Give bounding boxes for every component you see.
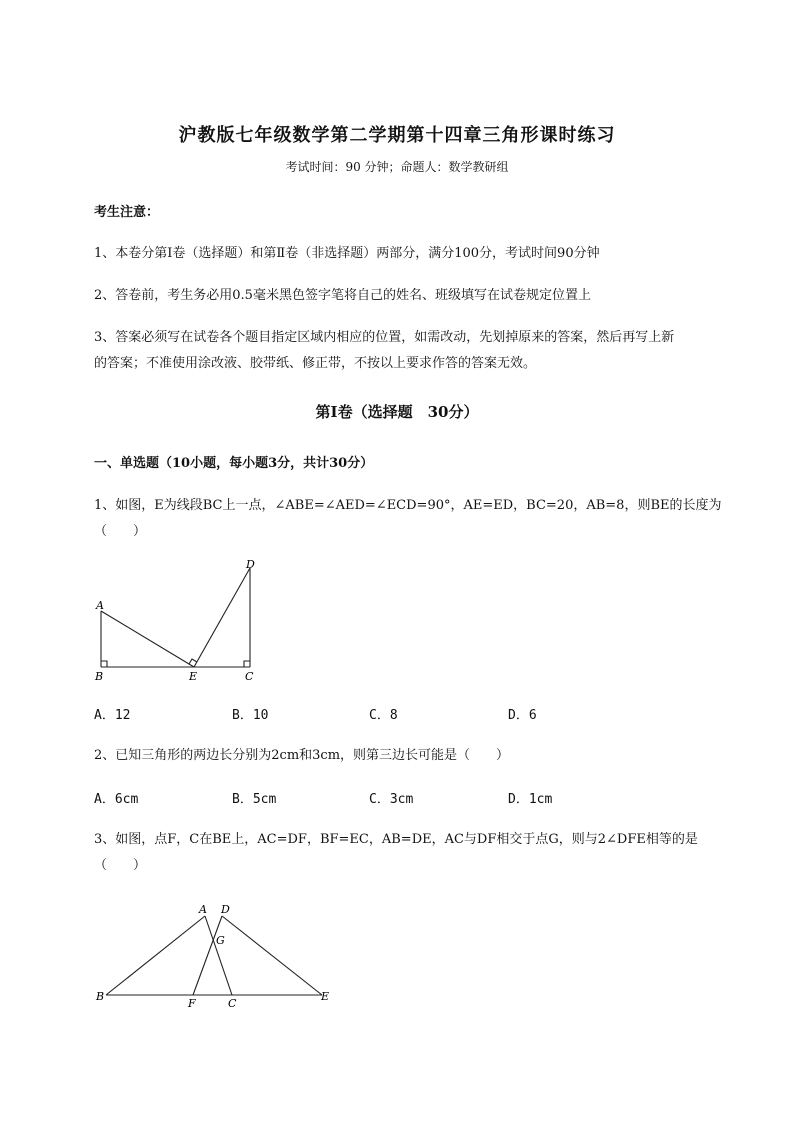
q2-option-a[interactable]: A．6cm xyxy=(94,792,139,807)
label-d: D xyxy=(246,558,255,571)
notice-item-3: 3、答案必须写在试卷各个题目指定区域内相应的位置，如需改动，先划掉原来的答案，然后再写上新 xyxy=(94,330,675,345)
question-3-figure xyxy=(90,896,340,1016)
question-1-text: 1、如图，E为线段BC上一点，∠ABE=∠AED=∠ECD=90°，AE=ED，BC=20，AB=8，则BE的长度为 xyxy=(94,498,722,513)
question-1-paren: （ ） xyxy=(94,524,147,539)
segment-de xyxy=(222,916,322,995)
segment-ae xyxy=(101,611,194,667)
label-d: D xyxy=(221,903,230,916)
label-f: F xyxy=(188,997,196,1010)
notice-item-3-cont: 的答案；不准使用涂改液、胶带纸、修正带，不按以上要求作答的答案无效。 xyxy=(94,356,537,371)
label-e: E xyxy=(189,670,198,683)
segment-fd xyxy=(193,916,222,995)
label-b: B xyxy=(95,670,104,683)
segment-ab xyxy=(106,916,205,995)
notice-item-2: 2、答卷前，考生务必用0.5毫米黑色签字笔将自己的姓名、班级填写在试卷规定位置上 xyxy=(94,288,591,303)
label-g: G xyxy=(216,934,225,947)
label-c: C xyxy=(245,670,254,683)
question-2-text: 2、已知三角形的两边长分别为2cm和3cm，则第三边长可能是（ ） xyxy=(94,748,510,763)
label-a: A xyxy=(96,599,104,612)
q1-option-d[interactable]: D．6 xyxy=(508,708,537,723)
label-a: A xyxy=(199,903,207,916)
right-angle-c xyxy=(244,661,250,667)
q1-option-b[interactable]: B．10 xyxy=(232,708,269,723)
q2-option-b[interactable]: B．5cm xyxy=(232,792,277,807)
right-angle-b xyxy=(101,661,107,667)
question-3-text: 3、如图，点F，C在BE上，AC=DF，BF=EC，AB=DE，AC与DF相交于点G，则与2∠DFE相等的是 xyxy=(94,832,698,847)
page-title: 沪教版七年级数学第二学期第十四章三角形课时练习 xyxy=(178,125,616,146)
label-c: C xyxy=(228,997,237,1010)
section-title: 第I卷（选择题 30分） xyxy=(315,403,479,421)
segment-ed xyxy=(194,568,250,667)
question-3-paren: （ ） xyxy=(94,858,147,873)
segment-ac xyxy=(205,916,232,995)
q1-option-a[interactable]: A．12 xyxy=(94,708,131,723)
label-b: B xyxy=(96,990,105,1003)
label-e: E xyxy=(321,990,330,1003)
question-1-figure xyxy=(90,556,270,686)
q2-option-c[interactable]: C．3cm xyxy=(369,792,414,807)
part-heading: 一、单选题（10小题，每小题3分，共计30分） xyxy=(94,456,374,471)
exam-info: 考试时间：90 分钟；命题人：数学教研组 xyxy=(285,160,509,174)
notice-item-1: 1、本卷分第I卷（选择题）和第Ⅱ卷（非选择题）两部分，满分100分，考试时间90分钟 xyxy=(94,246,600,261)
notice-heading: 考生注意： xyxy=(94,205,160,220)
q1-option-c[interactable]: C．8 xyxy=(369,708,398,723)
q2-option-d[interactable]: D．1cm xyxy=(508,792,553,807)
